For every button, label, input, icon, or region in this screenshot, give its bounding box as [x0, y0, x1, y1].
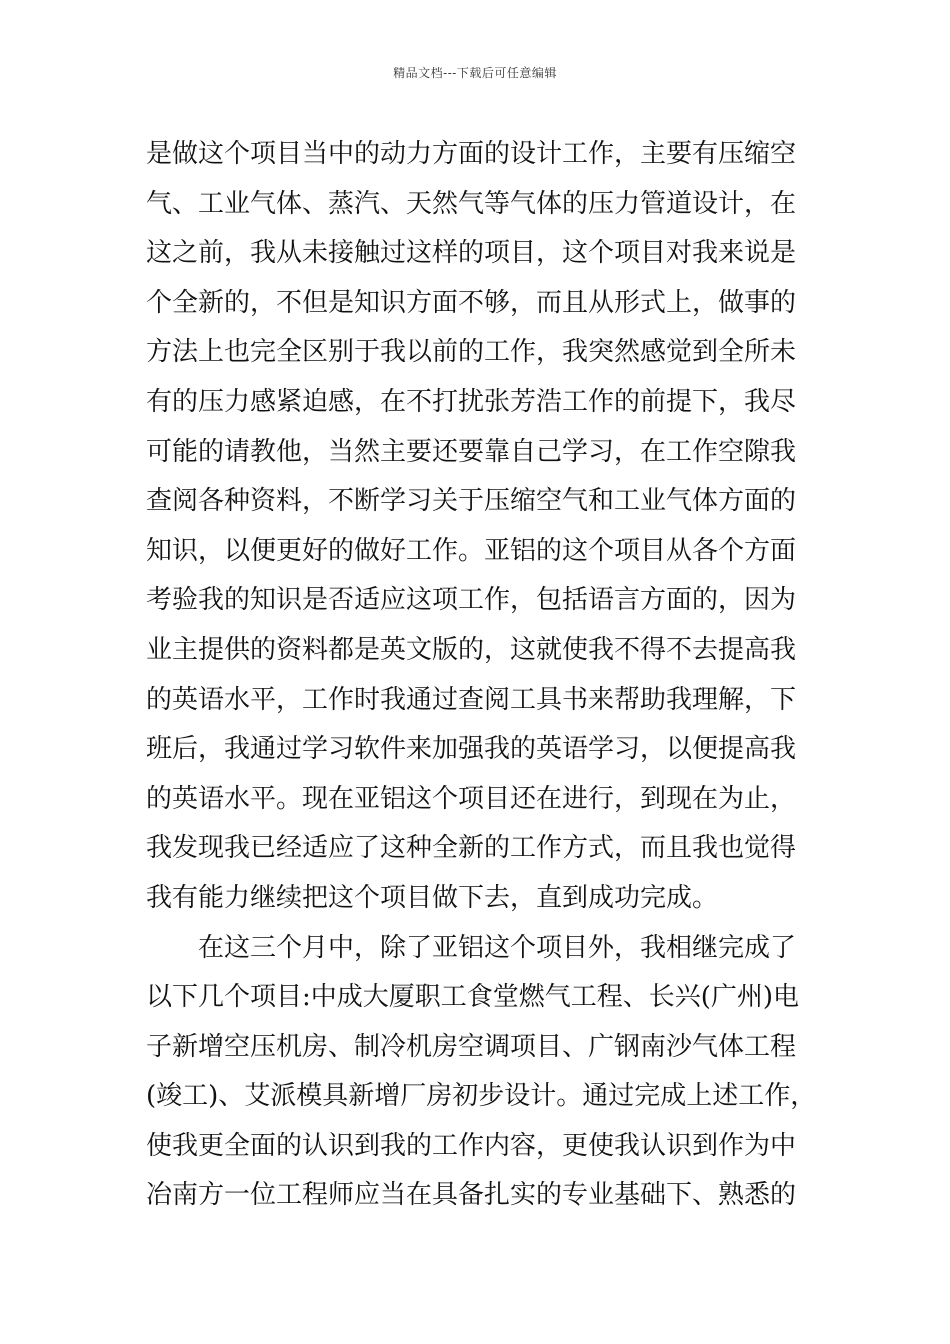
text-line: 方法上也完全区别于我以前的工作，我突然感觉到全所未 [146, 337, 797, 368]
text-line: 我发现我已经适应了这种全新的工作方式，而且我也觉得 [146, 833, 797, 864]
text-line: 是做这个项目当中的动力方面的设计工作，主要有压缩空 [146, 139, 797, 169]
text-line: 的英语水平。现在亚铝这个项目还在进行，到现在为止， [146, 783, 797, 814]
text-line: 以下几个项目:中成大厦职工食堂燃气工程、长兴(广州)电 [146, 982, 800, 1013]
text-line: 的英语水平，工作时我通过查阅工具书来帮助我理解，下 [146, 684, 797, 715]
text-line: 考验我的知识是否适应这项工作，包括语言方面的，因为 [146, 585, 797, 616]
text-line: 可能的请教他，当然主要还要靠自己学习，在工作空隙我 [146, 436, 797, 467]
paragraph [146, 924, 822, 1222]
text-line: 气、工业气体、蒸汽、天然气等气体的压力管道设计，在 [146, 188, 797, 219]
text-line: (竣工)、艾派模具新增厂房初步设计。通过完成上述工作， [146, 1081, 817, 1112]
text-line: 班后，我通过学习软件来加强我的英语学习，以便提高我 [146, 734, 797, 765]
text-line: 这之前，我从未接触过这样的项目，这个项目对我来说是 [146, 238, 797, 269]
paragraph [146, 130, 822, 924]
text-line: 业主提供的资料都是英文版的，这就使我不得不去提高我 [146, 634, 797, 665]
text-line: 有的压力感紧迫感，在不打扰张芳浩工作的前提下，我尽 [146, 386, 797, 417]
text-line: 个全新的，不但是知识方面不够，而且从形式上，做事的 [146, 287, 797, 318]
text-line: 我有能力继续把这个项目做下去，直到成功完成。 [146, 882, 719, 913]
text-line: 子新增空压机房、制冷机房空调项目、广钢南沙气体工程 [146, 1031, 797, 1062]
text-line: 查阅各种资料，不断学习关于压缩空气和工业气体方面的 [146, 486, 797, 517]
text-line: 知识，以便更好的做好工作。亚铝的这个项目从各个方面 [146, 535, 797, 566]
body-text [146, 130, 822, 1221]
text-line: 使我更全面的认识到我的工作内容，更使我认识到作为中 [146, 1130, 797, 1161]
text-line: 在这三个月中，除了亚铝这个项目外，我相继完成了 [198, 932, 797, 963]
page-header: 精品文档---下载后可任意编辑 [393, 66, 557, 80]
text-line: 冶南方一位工程师应当在具备扎实的专业基础下、熟悉的 [146, 1180, 797, 1211]
